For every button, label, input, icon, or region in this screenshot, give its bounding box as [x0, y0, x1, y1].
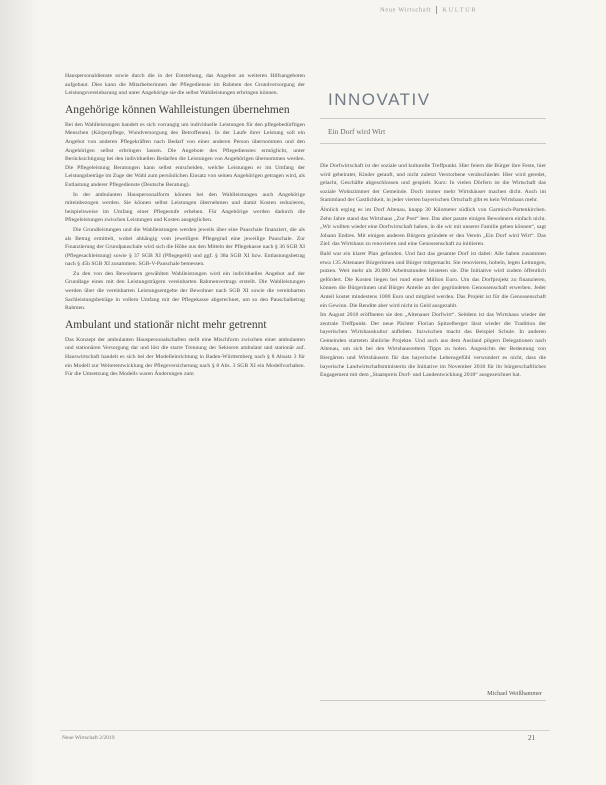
paragraph: Zu den von den Bewohnern gewählten Wahlleistungen wird ein individuelles Angebot auf der Grundlage eines mit den Leistungsträgern vereinbarten Rahmenvertrags erstellt. Die Wahlleistungen werden über die vereinbarten Leistungsentgelte der Bewohner nach SGB XI sowie die vereinbarten Sachleistungsbeträge in vollem Umfang mit der Pflegekasse abgerechnet, um so den Pauschalbetrag Rahmen.: [65, 270, 305, 312]
paragraph: Die Grundleistungen und die Wahlleistungen werden jeweils über eine Pauschale finanziert, die als als Betrag ermittelt, wobei abhängig vom jeweiligen Pflegegrad eine jeweilige Pauschale. Zur Finanzierung der Grundpauschale wird sich die Höhe aus den Mitteln der Pflegekasse nach § 36 SGB XI (Pflegesachleistung) sowie § 37 SGB XI (Pflegegeld) und ggf. § 38a SGB XI bzw. Entlastungsbetrag nach § 45b SGB XI zusammen. SGB-V-Pauschale bemessen.: [65, 226, 305, 268]
author-byline: Michael Weißhammer: [487, 690, 542, 697]
box-subtitle: Ein Dorf wird Wirt: [328, 127, 386, 136]
header-divider: [436, 6, 437, 14]
paragraph: Die Dorfwirtschaft ist der soziale und kulturelle Treffpunkt. Hier feiern die Bürger ihre Feste, hier wird geheiratet, Kinder getauft, und nicht zuletzt Verstorbene verabschiedet. Hier wird geredet, gelacht, Geschäfte abgeschlossen und gespielt. Kurz: In vielen Dörfern ist die Wirtschaft das soziale Wohnzimmer der Gemeinde. Doch immer mehr Wirtshäuser machen dicht. Auch im Stammland der Gastlichkeit, in jeder vierten bayerischen Ortschaft gibt es kein Wirtshaus mehr.: [320, 163, 546, 204]
divider: [320, 118, 546, 119]
heading-ambulant-stationaer: Ambulant und stationär nicht mehr getrennt: [65, 318, 267, 331]
intro-paragraph: Hauspersonaldienste sowie durch die in der Entstehung, das Angebot an weiteren Hilfsangeboten aufgebaut. Dies kann die Mitarbeiterinnen der Pflegedienste im Rahmen des Grundversorgung der Leistungsvereinbarung und unter Angehörige sie die selbst Wahlleistungen erbringen können.: [65, 73, 305, 97]
page-number: 21: [528, 734, 535, 742]
magazine-name: Neue Wirtschaft: [380, 6, 432, 14]
right-column: [320, 162, 546, 381]
scan-edge-shadow: [0, 0, 40, 785]
divider: [320, 700, 546, 701]
paragraph: Ähnlich erging es im Dorf Altenau, knapp 30 Kilometer südlich von Garmisch-Partenkirchen. Zehn Jahre stand das Wirtshaus „Zur Post“ leer. Das aber passte einigen Bewohnern einfach nicht. „Wir wollten wieder eine Dorfwirtschaft haben, in die wir mit unserer Familie gehen können“, sagt Johann Endres. Mit einigen anderen Bürgern gründete er den Verein „Ein Dorf wird Wirt“. Das Ziel: das Wirtshaus zu renovieren und eine Genossenschaft zu initiieren.: [320, 206, 546, 248]
left-column: [65, 72, 305, 380]
paragraph: Bei den Wahlleistungen handelt es sich vorrangig um individuelle Leistungen für den pflegebedürftigen Menschen (Körperpflege, Wundversorgung des Betroffenen). In der Laufe ihrer Leistung soll ein Angebot von anderen Pflegekräften nach Bedarf von einer anderen Person übernommen und den Angehörigen selbst erbringen lassen. Die Angebote des Pflegedienstes ermöglicht, unter Berücksichtigung bei den individuellen Bedarfen die Leistungen von Angehörigen übernommen werden. Die Pflegeleistung Beratungen kann selbst entscheiden, welche Leistungen er im Umfang der Leistungsbeträge im Zuge der Wahl zum persönlichen Einsatz von seinen Angehörigen getragen wird, als Entlastung anderer Pflegedienste (Deutsche Beratung).: [65, 121, 305, 188]
paragraph: Das Konzept der ambulanten Hauspersonalschaften stellt eine Mischform zwischen einer ambulanten und stationären Versorgung dar und löst die starre Trennung der Sektoren ambulant und stationär auf. Hauswirtschaft handelt es sich bei der Modelleinrichtung in Baden-Württemberg nach § 8 Absatz 3 für ein Modell zur Weiterentwicklung der Pflegeversicherung nach § 8 Abs. 3 SGB XI ein Modellvorhaben. Für die Umsetzung des Modells waren Änderungen zum: [65, 336, 305, 378]
running-header: [380, 6, 570, 20]
paragraph: Im August 2018 eröffneten sie den „Altenauer Dorfwirt“. Seitdem ist das Wirtshaus wieder der zentrale Treffpunkt. Der neue Pächter Florian Spitzelberger lässt wieder die Tradition der bayerischen Wirtshauskultur aufleben. Inzwischen macht das Beispiel Schule. In anderen Gemeinden starteten ähnliche Projekte. Und auch aus dem Ausland pilgern Delegationen nach Altenau, um sich bei den Wirtshausrettern Tipps zu holen. Angesichts der Bedeutung von Biergärten und Wirtshäusern für das bayerische Lebensgefühl verwundert es nicht, dass die bayerische Landwirtschaftsministerin die Initiative im November 2018 für ihr bürgerschaftliches Engagement mit dem „Staatspreis Dorf- und Landentwicklung 2018“ ausgezeichnet hat.: [320, 312, 546, 379]
paragraph: In der ambulanten Hauspersonalform können bei den Wahlleistungen auch Angehörige miteinbezogen werden. Sie können selbst Leistungen übernehmen und damit Kosten reduzieren, beispielsweise im Umfang einer Pflegestufe erheben. Für Angehörige werden dadurch die Pflegeleistungen zwischen Leistungen und Kosten ausgeglichen.: [65, 191, 305, 224]
footer-divider: [60, 730, 550, 731]
section-name: KULTUR: [442, 6, 478, 14]
paragraph: Bald war ein klarer Plan gefunden. Und fast das gesamte Dorf ist dabei: Alle haben zusammen etwa 135 Altenauer Bürgerinnen und Bürger mitgemacht. Sie renovieren, hobeln, legen Leitungen, putzen. Weit mehr als 20.000 Arbeitsstunden leisteten sie. Die Initiative wird zudem öffentlich gefördert. Die Kosten liegen bei rund einer Million Euro. Um das Dorfprojekt zu finanzieren, können die Bürgerinnen und Bürger Anteile an der gegründeten Genossenschaft erwerben. Jeder Anteil kostet mindestens 1000 Euro und mitglied werden. Das Projekt ist für die Genossenschaft ein Gewinn. Die Rendite aber wird nicht in Geld ausgezahlt.: [320, 250, 546, 309]
footer-issue: Neue Wirtschaft 2/2019: [62, 735, 115, 741]
heading-wahlleistungen: Angehörige können Wahlleistungen übernehmen: [65, 103, 290, 116]
divider: [320, 143, 546, 144]
box-title: INNOVATIV: [328, 90, 431, 109]
